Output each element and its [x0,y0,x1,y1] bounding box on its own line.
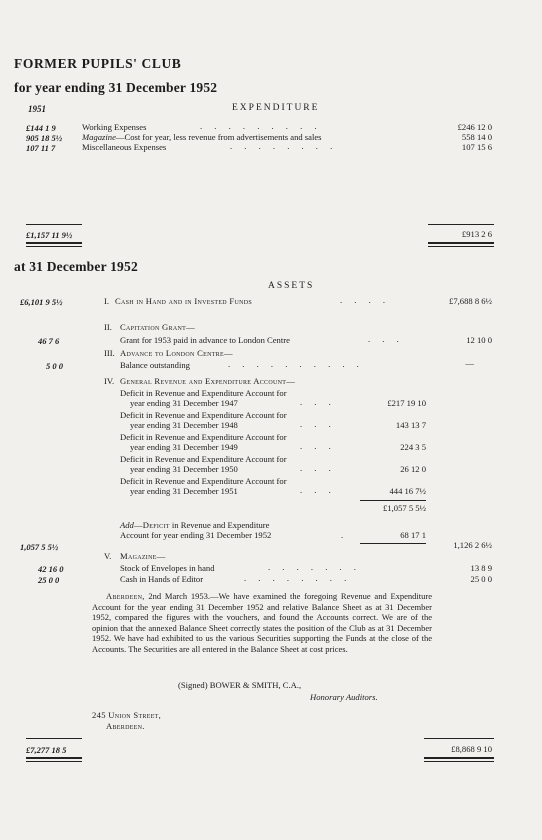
add-label: Add [120,520,134,530]
deficit-label: —Deficit [133,520,170,530]
deficit-line-2: year ending 31 December 1951 [130,486,238,496]
section-label: Advance to London Centre— [120,348,233,358]
prev-amount: 42 16 0 [38,564,64,574]
leader-dots: . . . . . . . . . [200,121,322,131]
leader-dots: . . . [300,485,336,495]
deficit-amount: 444 16 7½ [389,486,426,496]
item-label: Miscellaneous Expenses [82,142,167,152]
rule [428,224,494,225]
amount: 558 14 0 [461,132,492,142]
leader-dots: . . . [300,463,336,473]
grand-total: £8,868 9 10 [451,744,492,754]
line-label: Grant for 1953 paid in advance to London Centre [120,335,290,345]
auditor-role: Honorary Auditors. [310,692,378,702]
deficit-amount: £217 19 10 [387,398,426,408]
deficit-line-1: Deficit in Revenue and Expenditure Account for [120,410,287,420]
amount: 13 8 9 [470,563,492,573]
assets-heading: ASSETS [268,281,315,291]
leader-dots: . . . [300,419,336,429]
section-numeral: III. [104,348,115,358]
total-amount: £913 2 6 [461,229,492,239]
prev-amount: 107 11 7 [26,143,56,153]
leader-dots: . . . . . . . . [244,573,352,583]
rule [26,738,82,739]
expenditure-period-title: for year ending 31 December 1952 [14,80,218,95]
auditor-place: Aberdeen, [106,591,145,601]
add-deficit-line-2: Account for year ending 31 December 1952 [120,530,272,540]
leader-dots: . . . . . . . . [230,141,338,151]
leader-dots: . . . . . . . . . . [228,359,364,369]
prev-amount: 5 0 0 [46,361,63,371]
deficit-amount: 224 3 5 [400,442,426,452]
general-total: 1,126 2 6½ [453,540,492,550]
address-line-2: Aberdeen. [106,721,145,731]
section-numeral: V. [104,551,112,561]
section-label: General Revenue and Expenditure Account— [120,376,296,386]
line-label: Cash in Hands of Editor [120,574,204,584]
double-rule [428,246,494,247]
line-label: Stock of Envelopes in hand [120,563,215,573]
rule [424,738,494,739]
prev-amount: 1,057 5 5½ [20,542,59,552]
double-rule [26,242,82,244]
section-label: Magazine— [120,551,166,561]
amount: 25 0 0 [470,574,492,584]
balance-sheet-title: at 31 December 1952 [14,259,138,274]
rule [26,224,82,225]
deficit-line-1: Deficit in Revenue and Expenditure Account for [120,454,287,464]
leader-dots: . . . . [340,295,391,305]
deficit-subtotal: £1,057 5 5½ [383,503,426,513]
address-line-1: 245 Union Street, [92,710,162,720]
section-numeral: IV. [104,376,115,386]
deficit-line-2: year ending 31 December 1949 [130,442,238,452]
double-rule [424,761,494,762]
club-title: FORMER PUPILS' CLUB [14,56,182,71]
double-rule [26,761,82,762]
double-rule [26,246,82,247]
leader-dots: . . . [300,397,336,407]
deficit-line-2: year ending 31 December 1950 [130,464,238,474]
prev-amount: 25 0 0 [38,575,60,585]
section-numeral: II. [104,322,112,332]
prev-amount: £6,101 9 5½ [20,297,63,307]
auditor-signature: (Signed) BOWER & SMITH, C.A., [178,680,302,690]
deficit-line-2: year ending 31 December 1948 [130,420,238,430]
leader-dots: . . . . . . . [268,562,361,572]
leader-dots: . [341,530,344,540]
section-numeral: I. [104,296,110,306]
prev-amount: £144 1 9 [26,123,56,133]
add-deficit-text: in Revenue and Expenditure [171,520,270,530]
deficit-line-1: Deficit in Revenue and Expenditure Account for [120,476,287,486]
auditor-text: 2nd March 1953.—We have examined the foregoing Revenue and Expenditure Account for the year ending 31 December 1952 and relative Balance Sheet as at 31 December 1952, compared the figures with the vouchers, and found the Accounts correct. We are of the opinion that the annexed Balance Sheet correctly states the position of the Club as at 31 December 1952. We have had exhibited to us the various Securities supporting the Funds at the close of the Accounts. The Securities are all entered in the Balance Sheet at cost prices. [92,591,432,654]
prev-grand-total: £7,277 18 5 [26,745,67,755]
amount: 12 10 0 [466,335,492,345]
item-label-emphasis: Magazine [82,132,116,142]
section-label: Capitation Grant— [120,322,195,332]
auditors-statement [92,591,432,655]
add-deficit-line-1 [120,520,269,531]
deficit-line-1: Deficit in Revenue and Expenditure Account for [120,432,287,442]
leader-dots: . . . [368,334,404,344]
item-label: Working Expenses [82,122,147,132]
item-label-rest: —Cost for year, less revenue from advertisements and sales [115,132,322,142]
deficit-line-1: Deficit in Revenue and Expenditure Account for [120,388,287,398]
deficit-line-2: year ending 31 December 1947 [130,398,238,408]
leader-dots: . . . [300,441,336,451]
prev-amount: 905 18 5½ [26,133,63,143]
expenditure-heading: EXPENDITURE [232,103,320,113]
section-label: Cash in Hand and in Invested Funds [115,296,252,306]
deficit-amount: 26 12 0 [400,464,426,474]
double-rule [424,757,494,759]
amount: — [465,358,474,368]
add-deficit-amount: 68 17 1 [400,530,426,540]
prev-total: £1,157 11 9½ [26,230,73,240]
amount: £7,688 8 6½ [449,296,492,306]
double-rule [428,242,494,244]
prev-year-label: 1951 [28,104,46,114]
amount: £246 12 0 [457,122,492,132]
prev-amount: 46 7 6 [38,336,60,346]
rule [360,543,426,544]
double-rule [26,757,82,759]
amount: 107 15 6 [461,142,492,152]
rule [360,500,426,501]
deficit-amount: 143 13 7 [395,420,426,430]
line-label: Balance outstanding [120,360,190,370]
